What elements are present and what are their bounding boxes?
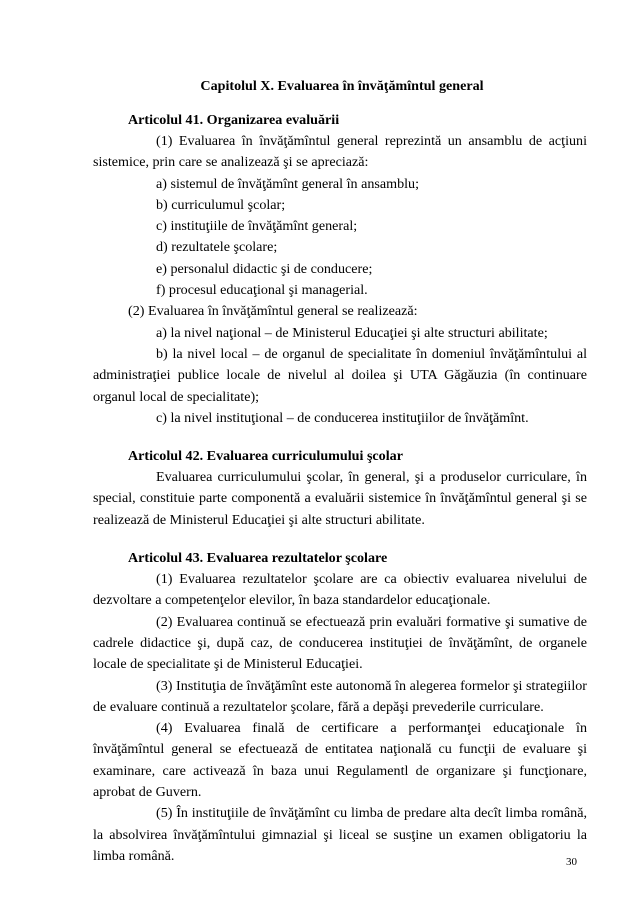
article-41-title: Articolul 41. Organizarea evaluării: [128, 112, 340, 128]
article-42-paragraph: Evaluarea curriculumului şcolar, în general, şi a produselor curriculare, în special, constituie parte componentă a evaluării sistemice în învăţămîntul general şi se realizează de Ministerul Educaţiei şi alte structuri abilitate.: [93, 469, 587, 528]
article-41-item: f) procesul educaţional şi managerial.: [156, 282, 368, 299]
article-41-paragraph-2: (2) Evaluarea în învăţămîntul general se realizează:: [128, 303, 418, 320]
article-41-item: e) personalul didactic şi de conducere;: [156, 260, 373, 277]
article-41-level-item: a) la nivel naţional – de Ministerul Educaţiei şi alte structuri abilitate;: [156, 324, 548, 341]
article-41-item: d) rezultatele şcolare;: [156, 239, 278, 256]
article-41-item: b) curriculumul şcolar;: [156, 196, 286, 213]
chapter-title: Capitolul X. Evaluarea în învăţămîntul general: [200, 78, 484, 94]
article-43-paragraph: (4) Evaluarea finală de certificare a performanţei educaţionale în învăţămîntul general se efectuează de entitatea naţională cu funcţii de evaluare şi examinare, care activează în baza unui Regulamentl de organizare şi funcţionare, aprobat de Guvern.: [93, 720, 587, 801]
section-spacer: [93, 429, 587, 446]
page-number: 30: [566, 856, 577, 868]
article-41-item: a) sistemul de învăţămînt general în ansamblu;: [156, 175, 420, 192]
article-43-paragraph: (5) În instituţiile de învăţămînt cu limba de predare alta decît limba română, la absolvirea învăţămîntului gimnazial şi liceal se susţine un examen obligatoriu la limba română.: [93, 805, 587, 864]
article-43-title: Articolul 43. Evaluarea rezultatelor şcolare: [128, 550, 388, 567]
article-43-paragraph: (2) Evaluarea continuă se efectuează prin evaluări formative şi sumative de cadrele didactice şi, după caz, de conducerea instituţiei de învăţămînt, de organele locale de specialitate şi de Ministerul Educaţiei.: [93, 613, 587, 673]
document-page: [93, 76, 587, 867]
article-41-item: c) instituţiile de învăţămînt general;: [156, 218, 358, 235]
article-41-level-item: c) la nivel instituţional – de conducerea instituţiilor de învăţămînt.: [156, 409, 529, 426]
article-41-paragraph-1: (1) Evaluarea în învăţămîntul general reprezintă un ansamblu de acţiuni sistemice, prin care se analizează şi se apreciază:: [93, 133, 587, 171]
article-43-paragraph: (3) Instituţia de învăţămînt este autonomă în alegerea formelor şi strategiilor de evaluare continuă a rezultatelor şcolare, fără a depăşi prevederile curriculare.: [93, 677, 587, 715]
article-42-title: Articolul 42. Evaluarea curriculumului şcolar: [128, 448, 403, 465]
article-41-level-item: b) la nivel local – de organul de specialitate în domeniul învăţămîntului al administraţiei publice locale de nivelul al doilea şi UTA Găgăuzia (în continuare organul local de specialitate);: [93, 345, 587, 405]
article-43-paragraph: (1) Evaluarea rezultatelor şcolare are ca obiectiv evaluarea nivelului de dezvoltare a competenţelor elevilor, în baza standardelor educaţionale.: [93, 571, 587, 609]
section-spacer: [93, 531, 587, 548]
